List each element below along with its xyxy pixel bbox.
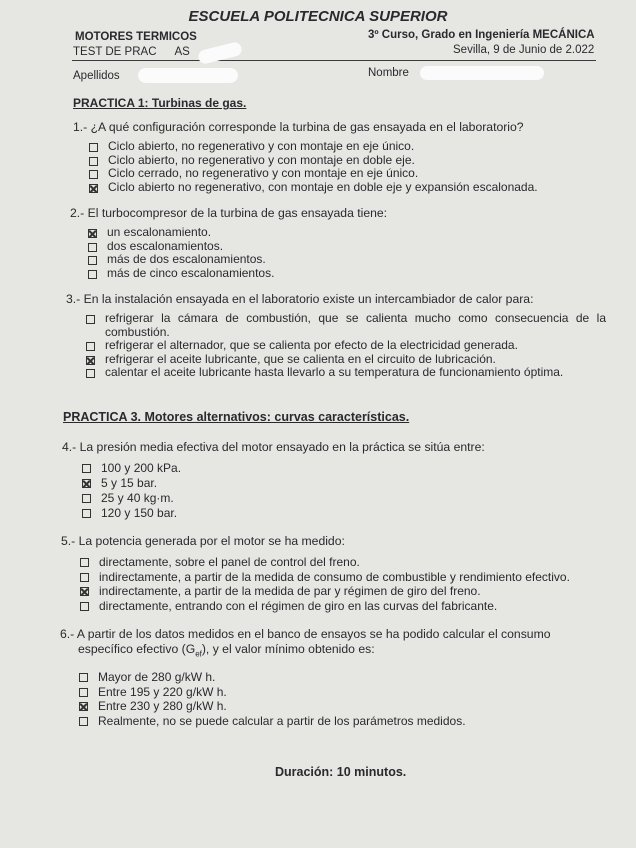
checkbox[interactable]: [79, 688, 88, 697]
option[interactable]: [80, 555, 620, 570]
checkbox-checked[interactable]: [80, 587, 89, 596]
option-text: directamente, entrando con el régimen de giro en las curvas del fabricante.: [99, 598, 498, 613]
question-6-text-a: específico efectivo (G: [78, 642, 196, 656]
option[interactable]: [79, 699, 619, 714]
option-text: refrigerar el alternador, que se calienta por efecto de la electricidad generada.: [105, 338, 518, 353]
checkbox[interactable]: [88, 243, 97, 252]
question-6-line-2: [60, 642, 551, 661]
option-text: Entre 195 y 220 g/kW h.: [98, 684, 227, 699]
question-6-options: [79, 670, 619, 728]
section-title-practica-3: PRACTICA 3. Motores alternativos: curvas características.: [63, 410, 410, 424]
name-label: Nombre: [368, 67, 409, 79]
checkbox[interactable]: [86, 342, 95, 351]
checkbox[interactable]: [82, 494, 91, 503]
question-3: 3.- En la instalación ensayada en el laboratorio existe un intercambiador de calor para:: [66, 292, 534, 306]
option[interactable]: [86, 312, 606, 339]
option-text: Ciclo abierto, no regenerativo y con montaje en doble eje.: [108, 152, 415, 167]
checkbox[interactable]: [88, 256, 97, 265]
question-2-options: [88, 226, 608, 280]
checkbox[interactable]: [89, 143, 98, 152]
option[interactable]: [86, 366, 606, 380]
checkbox[interactable]: [86, 315, 95, 324]
question-2: 2.- El turbocompresor de la turbina de gas ensayada tiene:: [70, 206, 388, 220]
option[interactable]: [82, 506, 602, 521]
option[interactable]: [79, 670, 619, 685]
option-text: Ciclo abierto no regenerativo, con montaje en doble eje y expansión escalonada.: [108, 179, 538, 194]
redaction-mark: [138, 68, 238, 83]
option[interactable]: [88, 240, 608, 254]
school-title: ESCUELA POLITECNICA SUPERIOR: [188, 8, 448, 25]
option[interactable]: [80, 599, 620, 614]
option-text: Ciclo abierto, no regenerativo y con montaje en eje único.: [108, 139, 415, 153]
checkbox-checked[interactable]: [89, 184, 98, 193]
checkbox-checked[interactable]: [79, 702, 88, 711]
option-text: Ciclo cerrado, no regenerativo y con montaje en eje único.: [108, 166, 419, 181]
option-text: Realmente, no se puede calcular a partir de los parámetros medidos.: [98, 713, 466, 728]
option-text: dos escalonamientos.: [107, 238, 224, 253]
option-text: 120 y 150 bar.: [101, 506, 178, 520]
question-4: 4.- La presión media efectiva del motor ensayado en la práctica se sitúa entre:: [62, 440, 485, 454]
option-text: un escalonamiento.: [107, 225, 212, 239]
question-6-subscript: ef: [195, 649, 202, 659]
option-text: más de cinco escalonamientos.: [107, 265, 275, 280]
option[interactable]: [86, 353, 606, 367]
option-text: más de dos escalonamientos.: [107, 252, 266, 267]
checkbox-checked[interactable]: [88, 229, 97, 238]
checkbox[interactable]: [80, 558, 89, 567]
option-text: directamente, sobre el panel de control del freno.: [99, 555, 360, 569]
option-text: 25 y 40 kg·m.: [101, 491, 174, 505]
option-text: Entre 230 y 280 g/kW h.: [98, 699, 227, 713]
option-text: calentar el aceite lubricante hasta llevarlo a su temperatura de funcionamiento óptima.: [105, 365, 564, 380]
checkbox[interactable]: [89, 157, 98, 166]
option[interactable]: [80, 584, 620, 599]
option[interactable]: [88, 253, 608, 267]
checkbox[interactable]: [82, 464, 91, 473]
question-4-options: [82, 461, 602, 521]
checkbox[interactable]: [86, 369, 95, 378]
checkbox[interactable]: [89, 170, 98, 179]
question-5-options: [80, 555, 620, 613]
surname-label: Apellidos: [73, 70, 120, 82]
checkbox[interactable]: [79, 673, 88, 682]
checkbox-checked[interactable]: [82, 479, 91, 488]
question-5: 5.- La potencia generada por el motor se ha medido:: [61, 534, 345, 548]
option[interactable]: [86, 339, 606, 353]
option[interactable]: [82, 491, 602, 506]
option[interactable]: [89, 154, 609, 168]
checkbox[interactable]: [88, 270, 97, 279]
question-6-line-1: 6.- A partir de los datos medidos en el banco de ensayos se ha podido calcular el consumo: [60, 627, 551, 641]
option-text: indirectamente, a partir de la medida de consumo de combustible y rendimiento efectivo.: [99, 569, 570, 584]
redaction-mark: [197, 41, 243, 65]
option[interactable]: [82, 461, 602, 476]
option-text: Mayor de 280 g/kW h.: [98, 670, 216, 684]
checkbox[interactable]: [80, 602, 89, 611]
question-3-options: [86, 312, 606, 380]
question-6: [60, 627, 551, 661]
question-6-text-b: ), y el valor mínimo obtenido es:: [201, 642, 375, 656]
checkbox[interactable]: [79, 717, 88, 726]
option[interactable]: [80, 570, 620, 585]
option-text: 5 y 15 bar.: [101, 476, 158, 490]
test-label-part1: TEST DE PRAC: [73, 46, 157, 58]
checkbox[interactable]: [82, 509, 91, 518]
header-divider: [72, 60, 596, 61]
checkbox-checked[interactable]: [86, 356, 95, 365]
checkbox[interactable]: [80, 573, 89, 582]
redaction-mark: [420, 66, 544, 80]
date: Sevilla, 9 de Junio de 2.022: [453, 44, 595, 56]
duration: Duración: 10 minutos.: [275, 765, 407, 779]
option[interactable]: [89, 167, 609, 181]
option-text: refrigerar la cámara de combustión, que se calienta mucho como consecuencia de la combustión.: [105, 311, 606, 339]
subject: MOTORES TERMICOS: [75, 31, 197, 43]
option-text: indirectamente, a partir de la medida de par y régimen de giro del freno.: [99, 584, 481, 598]
option-text: refrigerar el aceite lubricante, que se calienta en el circuito de lubricación.: [105, 351, 496, 366]
option[interactable]: [79, 685, 619, 700]
test-label: [73, 46, 190, 58]
option[interactable]: [89, 181, 609, 195]
option[interactable]: [82, 476, 602, 491]
question-1: 1.- ¿A qué configuración corresponde la turbina de gas ensayada en el laboratorio?: [73, 120, 524, 134]
option[interactable]: [88, 267, 608, 281]
course: 3º Curso, Grado en Ingeniería MECÁNICA: [368, 29, 595, 41]
option[interactable]: [79, 714, 619, 729]
option-text: 100 y 200 kPa.: [101, 461, 182, 475]
option[interactable]: [89, 140, 609, 154]
question-1-options: [89, 140, 609, 194]
section-title-practica-1: PRACTICA 1: Turbinas de gas.: [73, 96, 247, 110]
test-label-part2: AS: [174, 46, 190, 58]
option[interactable]: [88, 226, 608, 240]
